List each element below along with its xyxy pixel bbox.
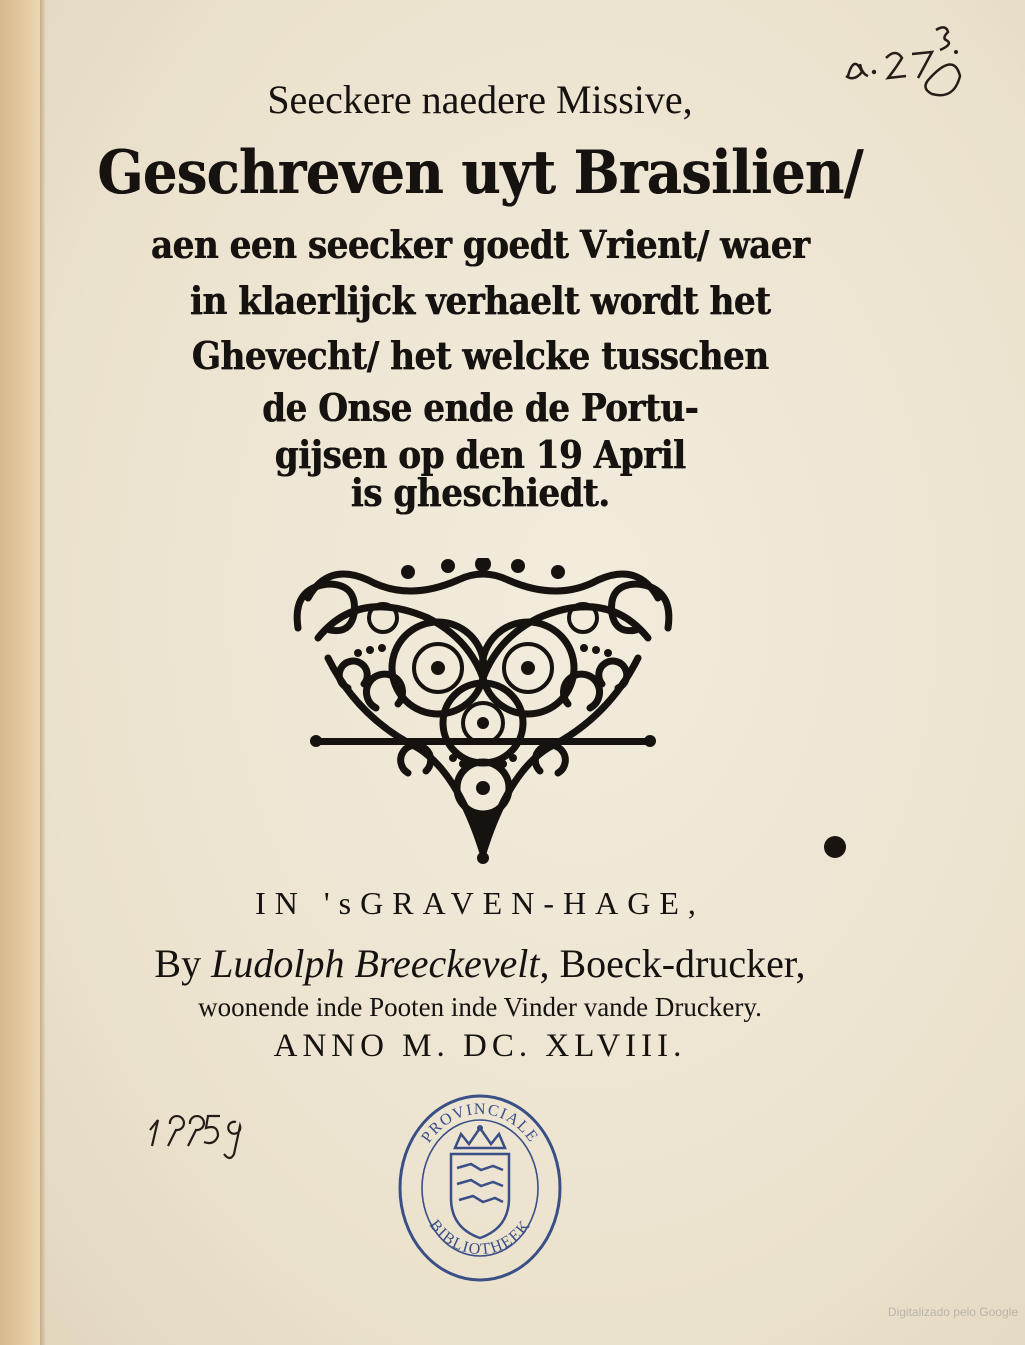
imprint-printer-name: Ludolph Breeckevelt <box>211 941 540 986</box>
digitization-watermark: Digitalizado pelo Google <box>887 1305 1018 1319</box>
title-body-line-2: in klaerlijck verhaelt wordt het <box>189 278 771 323</box>
page-gutter-shadow <box>40 0 46 1345</box>
stamp-top-text: PROVINCIALE <box>418 1100 542 1147</box>
imprint-by: By <box>154 941 202 986</box>
title-body-line-4: de Onse ende de Portu- <box>261 385 699 430</box>
binding-spine <box>0 0 42 1345</box>
imprint-printer-role: , Boeck-drucker, <box>539 941 806 986</box>
imprint-printer <box>80 940 880 987</box>
imprint-city: IN 'sGRAVEN-HAGE, <box>255 885 705 921</box>
printers-ornament <box>288 558 678 872</box>
title-body-line-6: is gheschiedt. <box>350 470 610 515</box>
handwritten-inventory-number <box>140 1100 255 1169</box>
title-missive-line: Seeckere naedere Missive, <box>267 77 693 122</box>
title-body-line-5: gijsen op den 19 April <box>274 432 686 477</box>
svg-text:PROVINCIALE <box>418 1101 541 1146</box>
imprint-address: woonende inde Pooten inde Vinder vande Druckery. <box>198 992 762 1022</box>
library-stamp <box>395 1088 565 1287</box>
title-body-line-1: aen een seecker goedt Vrient/ waer <box>150 222 810 267</box>
stamp-bottom-text: BIBLIOTHEEK <box>425 1216 535 1259</box>
title-heading: Geschreven uyt Brasilien/ <box>97 138 863 208</box>
ink-blot <box>824 836 846 858</box>
title-body-line-3: Ghevecht/ het welcke tusschen <box>191 333 769 378</box>
imprint-year: ANNO M. DC. XLVIII. <box>273 1028 687 1064</box>
